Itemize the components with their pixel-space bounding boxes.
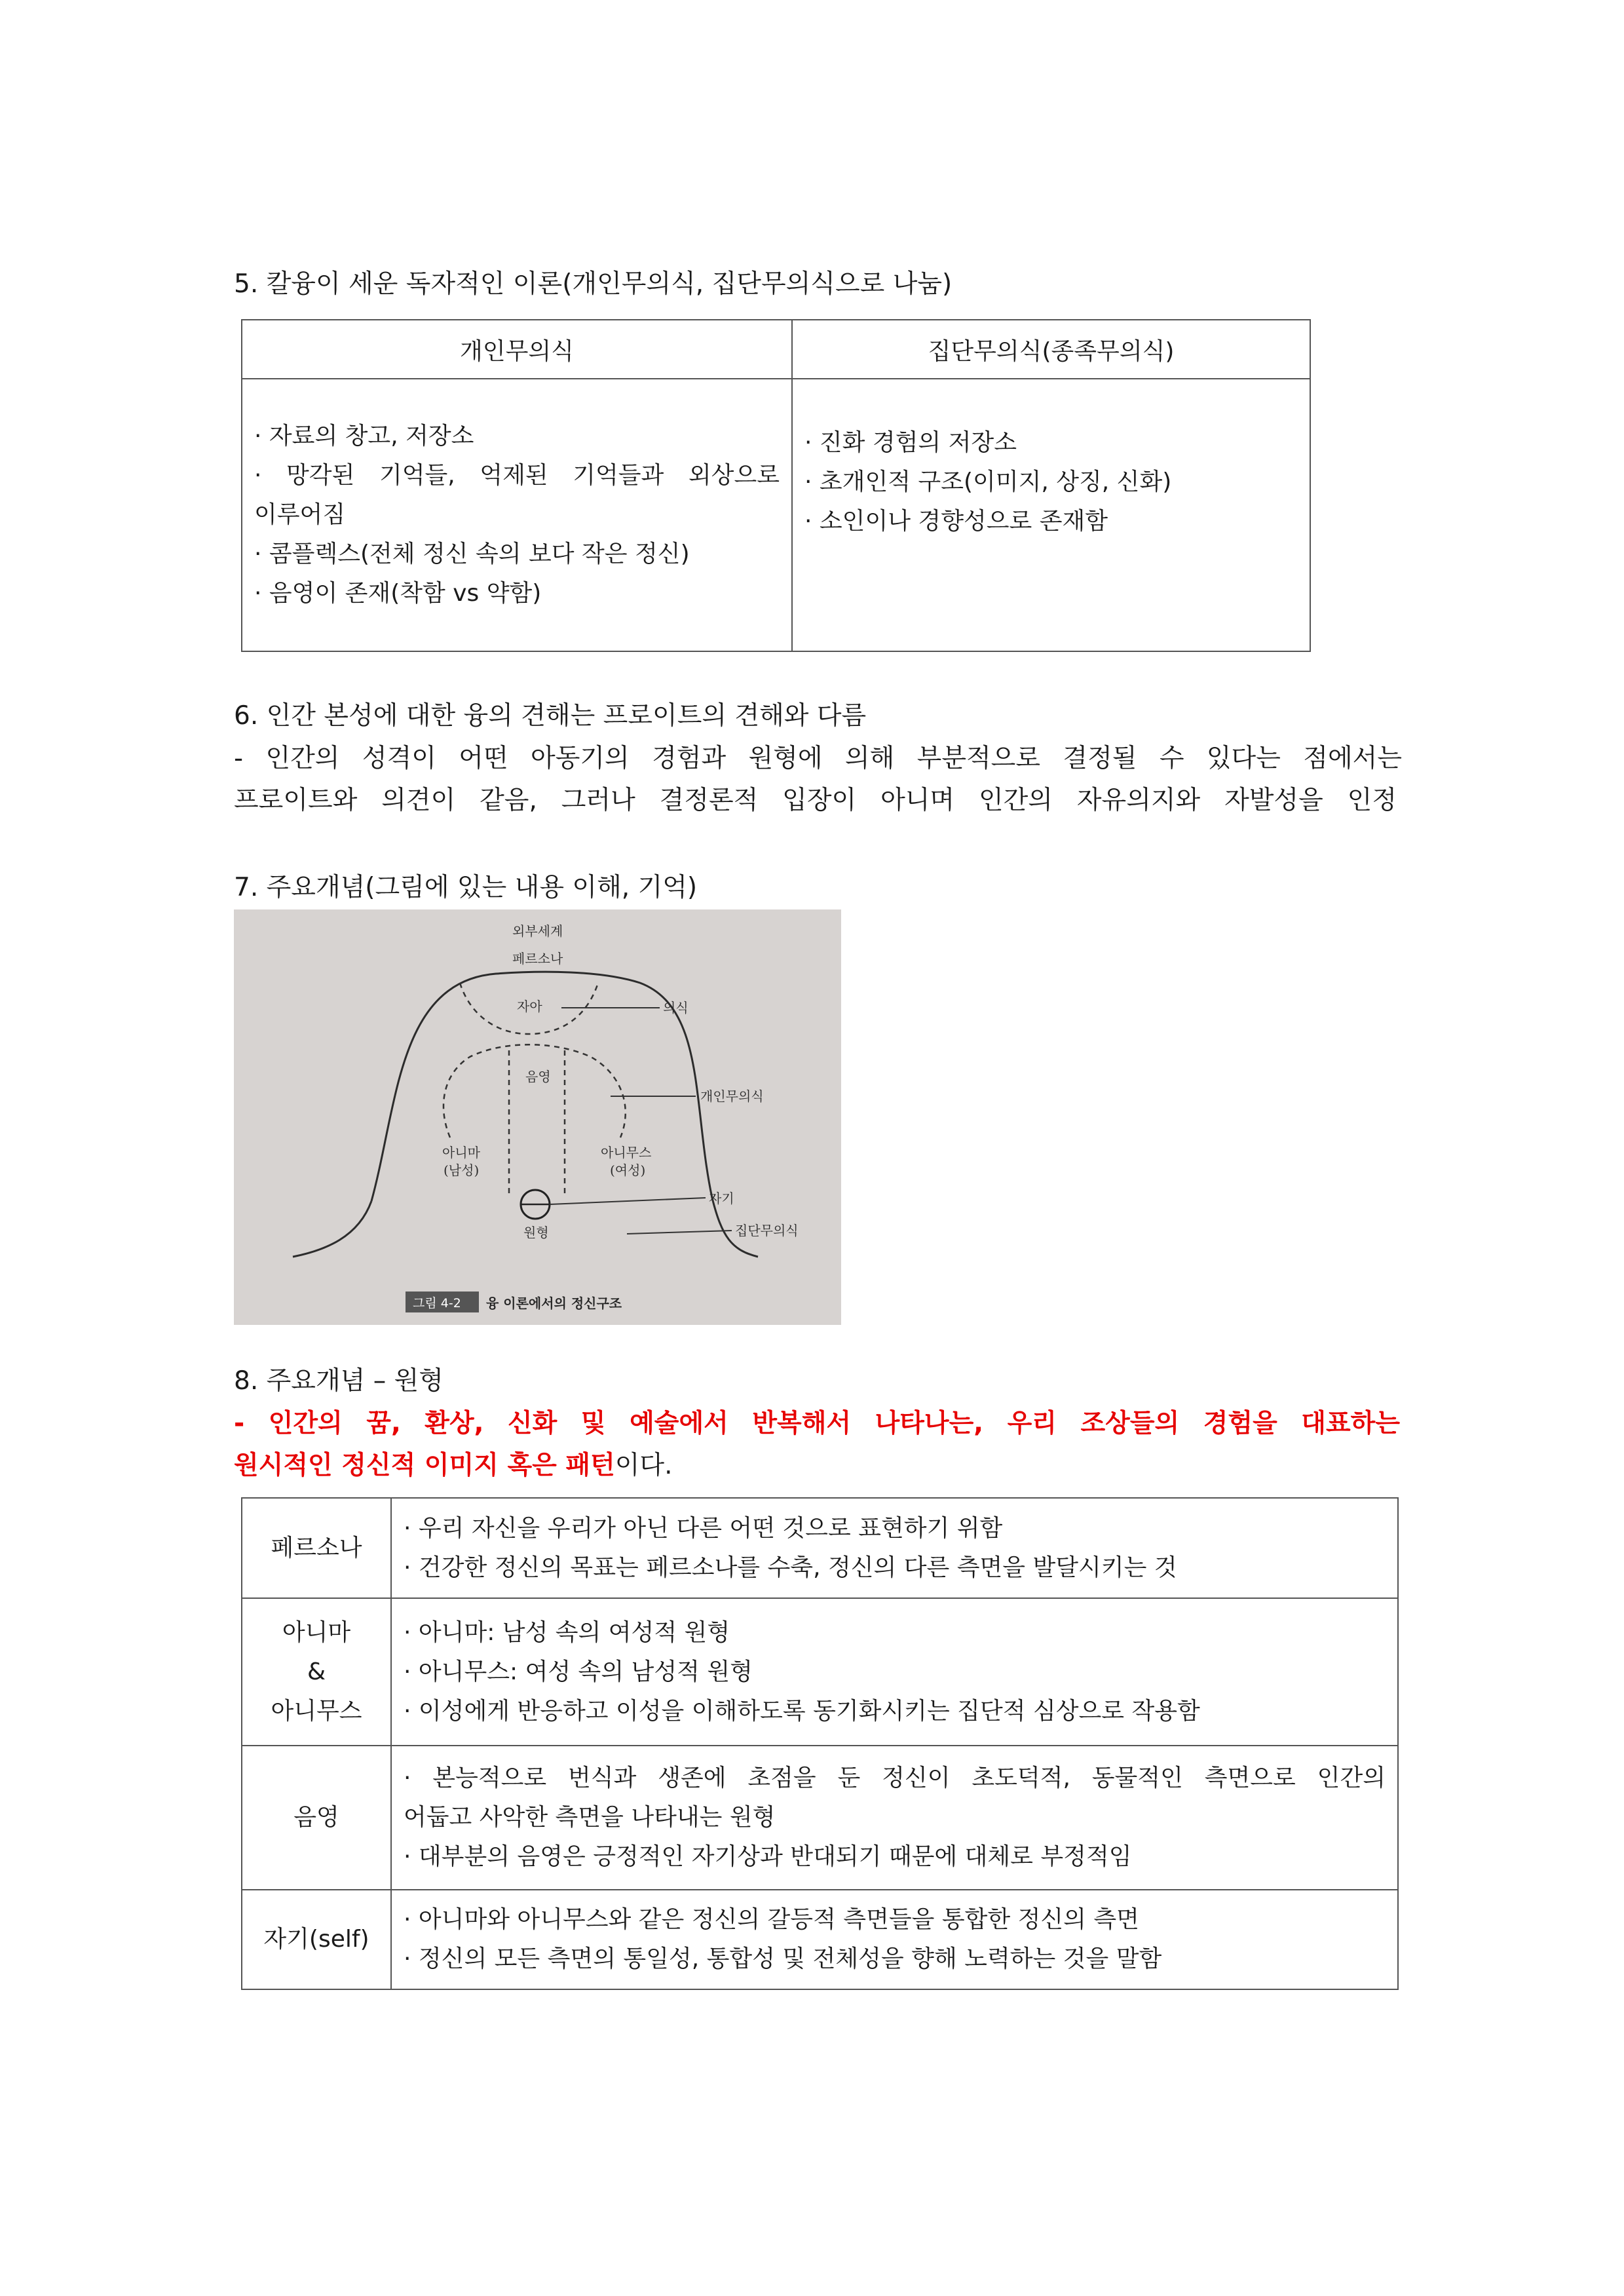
row-value-shadow: · 본능적으로 번식과 생존에 초점을 둔 정신이 초도덕적, 동물적인 측면으로 인간의 어둡고 사악한 측면을 나타내는 원형 · 대부분의 음영은 긍정적인 자기상과 반대되기 때문에 대체로 부정적임 xyxy=(391,1746,1398,1890)
psyche-structure-figure xyxy=(234,909,841,1325)
section-5-heading: 5. 칼융이 세운 독자적인 이론(개인무의식, 집단무의식으로 나눔) xyxy=(234,269,953,299)
section-6-line-2: 프로이트와 의견이 같음, 그러나 결정론적 입장이 아니며 인간의 자유의지와 자발성을 인정 xyxy=(234,786,1397,815)
table-row xyxy=(242,1498,1398,1598)
header-collective-unconscious: 집단무의식(종족무의식) xyxy=(792,320,1310,379)
collective-unconscious-cell xyxy=(792,379,1310,651)
row-value-self: · 아니마와 아니무스와 같은 정신의 갈등적 측면들을 통합한 정신의 측면 · 정신의 모든 측면의 통일성, 통합성 및 전체성을 향해 노력하는 것을 말함 xyxy=(391,1890,1398,1989)
list-item: · 음영이 존재(착함 vs 약함) xyxy=(254,580,542,607)
archetype-definition-line-1: - 인간의 꿈, 환상, 신화 및 예술에서 반복해서 나타나는, 우리 조상들의 경험을 대표하는 xyxy=(234,1409,1400,1438)
psyche-structure-diagram xyxy=(234,909,841,1325)
label-self: 자기 xyxy=(709,1191,734,1206)
archetype-definition-suffix: 이다. xyxy=(614,1451,673,1480)
caption-text: 융 이론에서의 정신구조 xyxy=(486,1295,622,1311)
personal-unconscious-list xyxy=(254,417,780,613)
list-item: · 진화 경험의 저장소 xyxy=(804,429,1017,456)
list-item: · 콤플렉스(전체 정신 속의 보다 작은 정신) xyxy=(254,541,690,567)
label-archetype: 원형 xyxy=(523,1225,549,1240)
collective-unconscious-list xyxy=(804,423,1298,541)
label-shadow: 음영 xyxy=(525,1069,551,1084)
label-ego: 자아 xyxy=(517,999,542,1014)
row-value-persona: · 우리 자신을 우리가 아닌 다른 어떤 것으로 표현하기 위함 · 건강한 정신의 목표는 페르소나를 수축, 정신의 다른 측면을 발달시키는 것 xyxy=(391,1498,1398,1598)
label-outer-world: 외부세계 xyxy=(512,923,563,939)
label-animus: 아니무스 xyxy=(601,1145,652,1160)
row-value-anima-animus: · 아니마: 남성 속의 여성적 원형 · 아니무스: 여성 속의 남성적 원형 · 이성에게 반응하고 이성을 이해하도록 동기화시키는 집단적 심상으로 작용함 xyxy=(391,1598,1398,1746)
list-item: · 망각된 기억들, 억제된 기억들과 외상으로 xyxy=(254,462,780,489)
table-row xyxy=(242,1746,1398,1890)
table-row xyxy=(242,1890,1398,1989)
unconscious-table xyxy=(241,319,1311,652)
row-key-self: 자기(self) xyxy=(242,1890,391,1989)
label-anima-sub: (남성) xyxy=(444,1162,480,1178)
list-item: · 초개인적 구조(이미지, 상징, 신화) xyxy=(804,469,1172,495)
personal-unconscious-cell xyxy=(242,379,792,651)
label-personal-unconscious: 개인무의식 xyxy=(700,1088,764,1104)
list-item: · 소인이나 경향성으로 존재함 xyxy=(804,508,1108,535)
archetype-table xyxy=(241,1497,1399,1990)
row-key-persona: 페르소나 xyxy=(242,1498,391,1598)
section-8-heading: 8. 주요개념 – 원형 xyxy=(234,1366,444,1396)
section-6-line-1: - 인간의 성격이 어떤 아동기의 경험과 원형에 의해 부분적으로 결정될 수 있다는 점에서는 xyxy=(234,744,1402,773)
list-item: 이루어짐 xyxy=(254,501,346,528)
section-6-heading: 6. 인간 본성에 대한 융의 견해는 프로이트의 견해와 다름 xyxy=(234,701,867,731)
caption-tag: 그림 4-2 xyxy=(413,1296,461,1311)
table-row xyxy=(242,1598,1398,1746)
row-key-shadow: 음영 xyxy=(242,1746,391,1890)
label-collective-unconscious: 집단무의식 xyxy=(735,1223,799,1238)
list-item: · 자료의 창고, 저장소 xyxy=(254,423,474,450)
label-anima: 아니마 xyxy=(442,1145,480,1160)
header-personal-unconscious: 개인무의식 xyxy=(242,320,792,379)
row-key-anima-animus: 아니마 & 아니무스 xyxy=(242,1598,391,1746)
label-consciousness: 의식 xyxy=(663,1000,689,1016)
label-persona: 페르소나 xyxy=(512,951,563,966)
label-animus-sub: (여성) xyxy=(610,1162,646,1178)
archetype-definition-emphasis: 원시적인 정신적 이미지 혹은 패턴 xyxy=(234,1451,615,1480)
archetype-definition-line-2 xyxy=(234,1453,673,1478)
section-7-heading: 7. 주요개념(그림에 있는 내용 이해, 기억) xyxy=(234,873,698,902)
